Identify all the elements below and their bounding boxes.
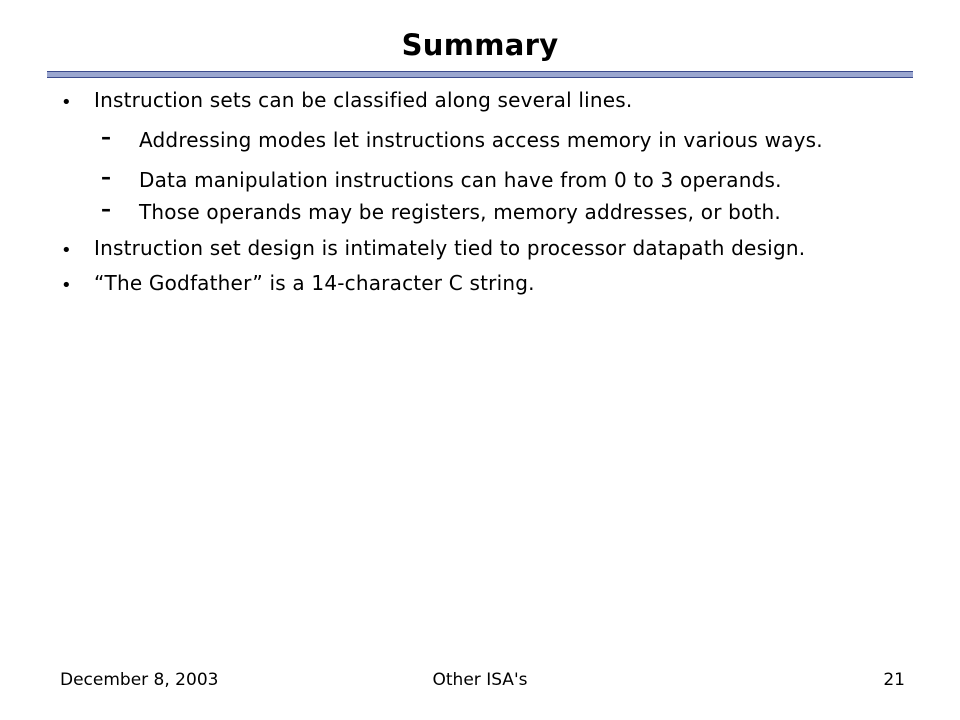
sub-bullet-text: Those operands may be registers, memory addresses, or both. [139,200,781,224]
bullet-text: Instruction set design is intimately tied to processor datapath design. [94,236,806,260]
dash-icon: – [101,197,112,221]
bullet-dot-icon: • [61,240,72,261]
slide-number: 21 [883,670,905,690]
bullet-text: Instruction sets can be classified along several lines. [94,88,633,112]
title-divider [47,71,913,78]
dash-icon: – [101,165,112,189]
sub-bullet-text: Data manipulation instructions can have from 0 to 3 operands. [139,168,782,192]
bullet-text: “The Godfather” is a 14-character C string. [94,271,535,295]
slide-title: Summary [401,28,559,62]
bullet-dot-icon: • [61,92,72,113]
bullet-dot-icon: • [61,275,72,296]
dash-icon: – [101,125,112,149]
footer-title: Other ISA's [432,670,528,690]
footer-date: December 8, 2003 [60,670,219,690]
sub-bullet-text: Addressing modes let instructions access memory in various ways. [139,128,823,152]
